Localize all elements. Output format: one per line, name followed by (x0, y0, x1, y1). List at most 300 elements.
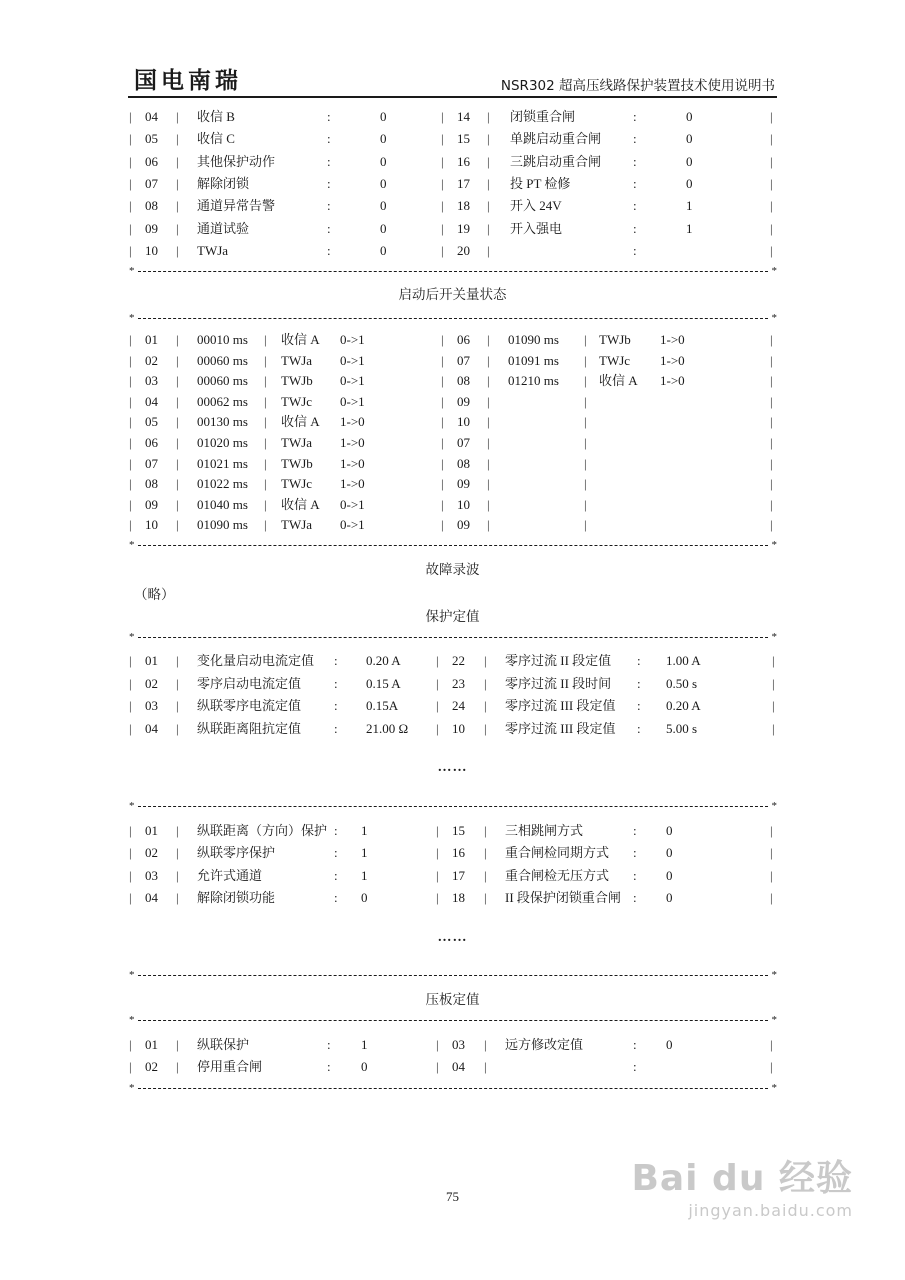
item-name: II 段保护闭锁重合闸 (505, 889, 621, 905)
item-value: 0 (380, 175, 387, 191)
item-name: 零序过流 III 段定值 (505, 698, 616, 713)
row-number: 20 (457, 242, 470, 258)
row-number: 08 (145, 476, 158, 492)
column-divider: | (436, 889, 439, 905)
colon: : (633, 1059, 637, 1074)
table-row (0, 152, 905, 172)
colon: : (327, 198, 331, 214)
item-value: 0 (666, 867, 673, 883)
item-value: 1 (361, 845, 368, 861)
signal-name: TWJc (281, 393, 313, 409)
colon: : (334, 675, 338, 691)
state-change: 1->0 (340, 414, 365, 430)
column-divider: | (129, 476, 132, 492)
column-divider: | (441, 242, 444, 258)
item-value: 21.00 Ω (366, 720, 409, 736)
column-divider: | (487, 517, 490, 533)
colon: : (327, 242, 331, 258)
event-time: 00060 ms (197, 352, 248, 368)
row-number: 08 (145, 198, 158, 214)
column-divider: | (441, 153, 444, 169)
row-number: 14 (457, 109, 470, 124)
table-row (0, 674, 905, 694)
watermark (631, 1150, 853, 1220)
section-title-fault-recording: 故障录波 (425, 562, 480, 577)
event-time: 01210 ms (508, 373, 559, 389)
item-name: 通道异常告警 (197, 198, 276, 214)
column-divider: | (770, 889, 773, 905)
item-value: 0.20 A (666, 698, 701, 713)
column-divider: | (770, 435, 773, 450)
column-divider: | (176, 476, 179, 492)
separator-line (129, 539, 777, 551)
item-name: 纵联距离阻抗定值 (197, 720, 302, 736)
column-divider: | (129, 393, 132, 409)
signal-name: TWJc (281, 476, 313, 492)
item-name: 解除闭锁功能 (197, 889, 276, 905)
column-divider: | (264, 373, 267, 389)
row-number: 01 (145, 653, 158, 668)
column-divider: | (772, 720, 775, 736)
row-number: 15 (452, 823, 465, 838)
column-divider: | (584, 517, 587, 533)
column-divider: | (176, 332, 179, 347)
item-name: 零序过流 III 段定值 (505, 720, 616, 736)
row-number: 09 (457, 476, 470, 492)
item-name: 收信 B (197, 109, 235, 124)
watermark-logo: Bai du 经验 (631, 1158, 853, 1199)
column-divider: | (176, 455, 179, 471)
column-divider: | (176, 845, 179, 861)
column-divider: | (584, 496, 587, 512)
column-divider: | (176, 242, 179, 258)
column-divider: | (487, 476, 490, 492)
event-time: 01090 ms (197, 517, 248, 533)
item-value: 0 (380, 109, 387, 124)
separator-line (129, 1082, 777, 1094)
event-time: 01021 ms (197, 455, 248, 471)
event-time: 01022 ms (197, 476, 248, 492)
row-number: 02 (145, 1059, 158, 1074)
row-number: 07 (457, 435, 470, 450)
column-divider: | (441, 435, 444, 450)
header-rule (128, 96, 777, 98)
ellipsis: …… (437, 760, 468, 775)
column-divider: | (176, 373, 179, 389)
state-change: 0->1 (340, 517, 365, 533)
column-divider: | (129, 109, 132, 124)
row-number: 02 (145, 845, 158, 861)
signal-name: TWJb (281, 373, 313, 389)
colon: : (334, 845, 338, 861)
item-name: 零序过流 II 段时间 (505, 675, 612, 691)
signal-name: TWJa (281, 435, 313, 450)
colon: : (327, 131, 331, 147)
row-number: 01 (145, 332, 158, 347)
row-number: 18 (452, 889, 465, 905)
item-value: 0 (666, 845, 673, 861)
table-row (0, 107, 905, 127)
column-divider: | (487, 175, 490, 191)
item-value: 0 (380, 220, 387, 236)
colon: : (633, 889, 637, 905)
column-divider: | (441, 109, 444, 124)
column-divider: | (176, 393, 179, 409)
item-name: 零序启动电流定值 (197, 675, 302, 691)
column-divider: | (487, 393, 490, 409)
page-number: 75 (446, 1189, 459, 1204)
column-divider: | (772, 675, 775, 691)
column-divider: | (487, 109, 490, 124)
colon: : (327, 175, 331, 191)
column-divider: | (129, 373, 132, 389)
column-divider: | (770, 393, 773, 409)
item-value: 0 (686, 153, 693, 169)
row-number: 09 (145, 496, 158, 512)
row-number: 10 (457, 414, 470, 430)
signal-name: TWJc (599, 352, 631, 368)
row-number: 22 (452, 653, 465, 668)
table-row (0, 371, 905, 391)
state-change: 0->1 (340, 332, 365, 347)
row-number: 03 (145, 373, 158, 389)
column-divider: | (772, 698, 775, 713)
item-value: 1 (686, 198, 693, 214)
column-divider: | (176, 517, 179, 533)
column-divider: | (770, 867, 773, 883)
colon: : (633, 823, 637, 838)
column-divider: | (436, 675, 439, 691)
column-divider: | (176, 1037, 179, 1052)
item-name: 三相跳闸方式 (505, 823, 584, 838)
item-value: 0 (380, 198, 387, 214)
event-time: 00062 ms (197, 393, 248, 409)
column-divider: | (770, 414, 773, 430)
column-divider: | (770, 455, 773, 471)
column-divider: | (436, 720, 439, 736)
state-change: 1->0 (660, 332, 685, 347)
item-value: 0 (686, 175, 693, 191)
colon: : (633, 867, 637, 883)
column-divider: | (441, 175, 444, 191)
column-divider: | (441, 393, 444, 409)
row-number: 06 (457, 332, 470, 347)
item-name: 停用重合闸 (197, 1059, 263, 1074)
row-number: 09 (145, 220, 158, 236)
column-divider: | (176, 198, 179, 214)
row-number: 23 (452, 675, 465, 691)
row-number: 05 (145, 414, 158, 430)
column-divider: | (484, 823, 487, 838)
item-name: 重合闸检无压方式 (505, 867, 610, 883)
colon: : (327, 1037, 331, 1052)
column-divider: | (484, 653, 487, 668)
column-divider: | (176, 109, 179, 124)
colon: : (637, 698, 641, 713)
separator-line (129, 265, 777, 277)
column-divider: | (436, 1059, 439, 1074)
colon: : (633, 845, 637, 861)
row-number: 08 (457, 373, 470, 389)
column-divider: | (264, 332, 267, 347)
column-divider: | (487, 153, 490, 169)
item-name: TWJa (197, 242, 229, 258)
colon: : (327, 153, 331, 169)
state-change: 1->0 (660, 352, 685, 368)
table-row (0, 866, 905, 886)
section-title-startup-switch-state: 启动后开关量状态 (398, 287, 507, 302)
column-divider: | (487, 352, 490, 368)
item-name: 单跳启动重合闸 (510, 131, 602, 147)
column-divider: | (487, 131, 490, 147)
event-time: 00130 ms (197, 414, 248, 430)
row-number: 04 (145, 889, 158, 905)
item-value: 5.00 s (666, 720, 698, 736)
row-number: 03 (145, 867, 158, 883)
table-row (0, 412, 905, 432)
column-divider: | (484, 1037, 487, 1052)
item-name: 纵联保护 (197, 1037, 250, 1052)
event-time: 01091 ms (508, 352, 559, 368)
colon: : (327, 109, 331, 124)
column-divider: | (441, 455, 444, 471)
item-name: 解除闭锁 (197, 175, 250, 191)
column-divider: | (441, 496, 444, 512)
row-number: 05 (145, 131, 158, 147)
item-value: 0 (686, 109, 693, 124)
row-number: 16 (457, 153, 470, 169)
table-row (0, 219, 905, 239)
item-name: 变化量启动电流定值 (197, 653, 315, 668)
column-divider: | (770, 373, 773, 389)
column-divider: | (264, 496, 267, 512)
column-divider: | (176, 220, 179, 236)
column-divider: | (436, 823, 439, 838)
colon: : (633, 220, 637, 236)
column-divider: | (129, 1037, 132, 1052)
column-divider: | (129, 220, 132, 236)
separator-line (129, 631, 777, 643)
column-divider: | (176, 653, 179, 668)
column-divider: | (129, 175, 132, 191)
column-divider: | (584, 414, 587, 430)
column-divider: | (129, 823, 132, 838)
item-name: 开入 24V (510, 198, 562, 214)
column-divider: | (129, 698, 132, 713)
column-divider: | (176, 414, 179, 430)
column-divider: | (436, 867, 439, 883)
column-divider: | (264, 393, 267, 409)
row-number: 24 (452, 698, 465, 713)
column-divider: | (584, 352, 587, 368)
event-time: 01040 ms (197, 496, 248, 512)
row-number: 01 (145, 823, 158, 838)
column-divider: | (264, 414, 267, 430)
column-divider: | (487, 455, 490, 471)
item-value: 0 (666, 889, 673, 905)
row-number: 09 (457, 393, 470, 409)
state-change: 0->1 (340, 393, 365, 409)
item-value: 0.50 s (666, 675, 698, 691)
column-divider: | (129, 720, 132, 736)
event-time: 00060 ms (197, 373, 248, 389)
column-divider: | (129, 131, 132, 147)
item-value: 1.00 A (666, 653, 701, 668)
column-divider: | (770, 352, 773, 368)
column-divider: | (584, 393, 587, 409)
colon: : (327, 1059, 331, 1074)
item-value: 0 (666, 1037, 673, 1052)
row-number: 04 (145, 720, 158, 736)
state-change: 1->0 (340, 455, 365, 471)
table-row (0, 392, 905, 412)
column-divider: | (441, 198, 444, 214)
row-number: 01 (145, 1037, 158, 1052)
row-number: 07 (145, 175, 158, 191)
row-number: 19 (457, 220, 470, 236)
column-divider: | (484, 1059, 487, 1074)
item-name: 重合闸检同期方式 (505, 845, 610, 861)
column-divider: | (487, 332, 490, 347)
column-divider: | (129, 653, 132, 668)
column-divider: | (176, 698, 179, 713)
column-divider: | (487, 198, 490, 214)
event-time: 00010 ms (197, 332, 248, 347)
signal-name: 收信 A (281, 414, 320, 430)
colon: : (334, 698, 338, 713)
item-value: 0 (666, 823, 673, 838)
column-divider: | (770, 1059, 773, 1074)
item-name: 通道试验 (197, 220, 250, 236)
item-value: 0 (380, 153, 387, 169)
omitted-note: （略） (134, 587, 175, 602)
table-row (0, 821, 905, 841)
table-row (0, 351, 905, 371)
table-row (0, 1035, 905, 1055)
item-value: 0.15A (366, 698, 399, 713)
row-number: 06 (145, 153, 158, 169)
item-value: 0 (380, 131, 387, 147)
column-divider: | (129, 845, 132, 861)
column-divider: | (441, 476, 444, 492)
row-number: 10 (145, 517, 158, 533)
column-divider: | (770, 242, 773, 258)
column-divider: | (176, 889, 179, 905)
row-number: 16 (452, 845, 465, 861)
column-divider: | (441, 220, 444, 236)
item-name: 其他保护动作 (197, 153, 276, 169)
column-divider: | (441, 373, 444, 389)
column-divider: | (770, 1037, 773, 1052)
column-divider: | (484, 889, 487, 905)
colon: : (633, 175, 637, 191)
table-row (0, 696, 905, 716)
column-divider: | (441, 332, 444, 347)
column-divider: | (129, 242, 132, 258)
state-change: 0->1 (340, 373, 365, 389)
item-name: 投 PT 检修 (510, 175, 571, 191)
table-row (0, 330, 905, 350)
signal-name: TWJa (281, 352, 313, 368)
column-divider: | (129, 455, 132, 471)
state-change: 1->0 (340, 476, 365, 492)
item-name: 零序过流 II 段定值 (505, 653, 612, 668)
item-value: 1 (361, 867, 368, 883)
table-row (0, 196, 905, 216)
column-divider: | (487, 496, 490, 512)
colon: : (633, 198, 637, 214)
column-divider: | (176, 823, 179, 838)
column-divider: | (584, 435, 587, 450)
row-number: 10 (457, 496, 470, 512)
row-number: 04 (452, 1059, 465, 1074)
item-name: 收信 C (197, 131, 235, 147)
column-divider: | (176, 175, 179, 191)
row-number: 02 (145, 352, 158, 368)
column-divider: | (264, 517, 267, 533)
state-change: 0->1 (340, 352, 365, 368)
column-divider: | (584, 373, 587, 389)
column-divider: | (441, 131, 444, 147)
item-name: 闭锁重合闸 (510, 109, 576, 124)
column-divider: | (484, 675, 487, 691)
column-divider: | (584, 476, 587, 492)
table-row (0, 174, 905, 194)
item-name: 三跳启动重合闸 (510, 153, 602, 169)
event-time: 01090 ms (508, 332, 559, 347)
signal-name: TWJa (281, 517, 313, 533)
column-divider: | (129, 517, 132, 533)
item-value: 0 (380, 242, 387, 258)
signal-name: 收信 A (281, 496, 320, 512)
column-divider: | (487, 414, 490, 430)
signal-name: 收信 A (281, 332, 320, 347)
column-divider: | (176, 153, 179, 169)
row-number: 04 (145, 393, 158, 409)
column-divider: | (176, 1059, 179, 1074)
column-divider: | (770, 109, 773, 124)
column-divider: | (770, 517, 773, 533)
column-divider: | (484, 720, 487, 736)
column-divider: | (436, 698, 439, 713)
signal-name: TWJb (599, 332, 631, 347)
colon: : (637, 720, 641, 736)
column-divider: | (264, 476, 267, 492)
item-value: 0 (686, 131, 693, 147)
column-divider: | (176, 720, 179, 736)
watermark-url: jingyan.baidu.com (688, 1201, 853, 1220)
table-row (0, 888, 905, 908)
table-row (0, 454, 905, 474)
column-divider: | (484, 845, 487, 861)
column-divider: | (129, 153, 132, 169)
separator-line (129, 312, 777, 324)
column-divider: | (176, 867, 179, 883)
row-number: 06 (145, 435, 158, 450)
column-divider: | (129, 352, 132, 368)
colon: : (633, 153, 637, 169)
item-name: 远方修改定值 (505, 1037, 584, 1052)
table-row (0, 433, 905, 453)
item-value: 0 (361, 1059, 368, 1074)
column-divider: | (129, 889, 132, 905)
colon: : (334, 889, 338, 905)
signal-name: 收信 A (599, 373, 638, 389)
column-divider: | (770, 332, 773, 347)
column-divider: | (770, 153, 773, 169)
column-divider: | (770, 845, 773, 861)
separator-line (129, 1014, 777, 1026)
